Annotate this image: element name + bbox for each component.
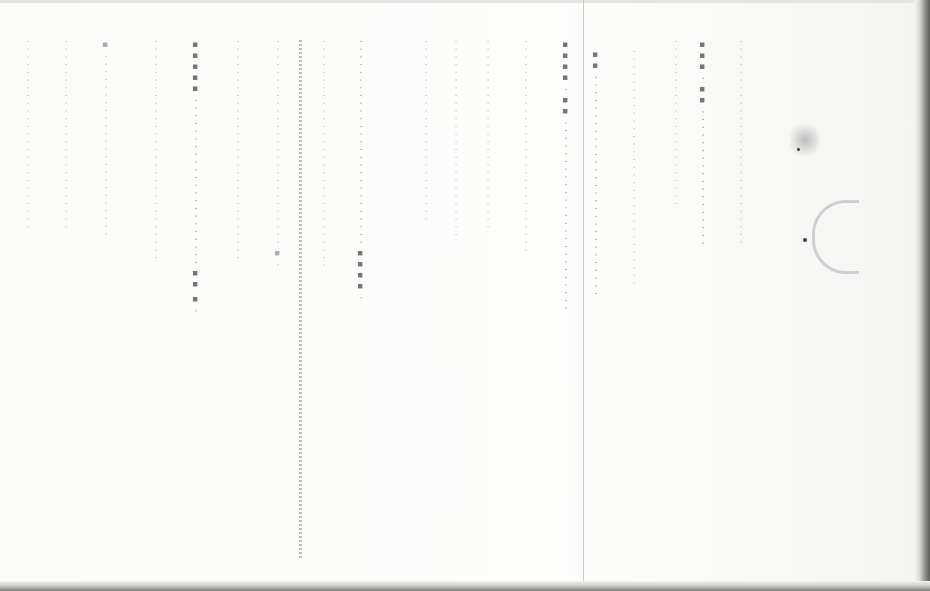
faded-text-column: ▪▪▪ · ▪▪ · · · · · · · · · · · · · · · · · · bbox=[697, 40, 707, 246]
page-edge-right bbox=[914, 0, 930, 591]
page-fold-line bbox=[583, 0, 584, 582]
ink-smudge bbox=[790, 120, 820, 160]
ink-dot bbox=[803, 238, 807, 242]
circle-stamp-mark bbox=[812, 200, 859, 274]
faded-text-column: ▪▪▪▪ · ▪▪ · · · · · · · · · · · · · · · · · · · · · · · · · bbox=[560, 40, 570, 311]
page-edge-top bbox=[0, 0, 930, 3]
faded-text-column: · · · · · · · · · · · · · · · · · · · · · · · · · · · ▪ · bbox=[272, 40, 282, 268]
ink-dot bbox=[797, 148, 800, 151]
faded-text-column: ▪▪ · · · · · · · · · · · · · · · · · · · · · · · · · · · · · bbox=[590, 50, 600, 296]
faded-text-column: · · · · · · · · · · · · · · · · · · · · · · · · · · · · · bbox=[150, 40, 160, 261]
column-divider bbox=[299, 40, 302, 560]
faded-text-column: · · · · · · · · · · · · · · · · · · · · · · · · · · · bbox=[735, 40, 745, 245]
page-edge-bottom bbox=[0, 581, 930, 591]
faded-text-column: · · · · · · · · · · · · · · · · · · · · · · · · bbox=[420, 40, 430, 222]
faded-text-column: · · · · · · · · · · · · · · · · · · · · · · · · · · · · · · bbox=[318, 40, 328, 268]
faded-text-column: · · · · · · · · · · · · · · · · · · · · · · bbox=[670, 40, 680, 207]
faded-text-column: ▪▪▪▪▪ · · · · · · · · · · · · · · · · · · · · · · ▪▪ ▪ · bbox=[190, 40, 200, 314]
faded-text-column: · · · · · · · · · · · · · · · · · · · · · · · · · bbox=[22, 40, 32, 230]
faded-text-column: · · · · · · · · · · · · · · · · · · · · · · · · · · · · · · · bbox=[628, 50, 638, 286]
faded-text-column: · · · · · · · · · · · · · · · · · · · · · · · · · · · · bbox=[520, 40, 530, 253]
faded-text-column: · · · · · · · · · · · · · · · · · · · · · · · · · · · · · bbox=[232, 40, 242, 261]
faded-text-column: · · · · · · · · · · · · · · · · · · · · · · · · · · bbox=[450, 40, 460, 237]
faded-text-column: · · · · · · · · · · · · · · · · · · · · · · · · · bbox=[60, 40, 70, 230]
faded-text-column: ▪ · · · · · · · · · · · · · · · · · · · · · · · · bbox=[100, 40, 110, 237]
faded-text-column: · · · · · · · · · · · · · · · · · · · · · · · · · · · ▪▪▪▪ · bbox=[355, 40, 365, 301]
faded-text-column: · · · · · · · · · · · · · · · · · · · · · · · · · bbox=[482, 40, 492, 230]
